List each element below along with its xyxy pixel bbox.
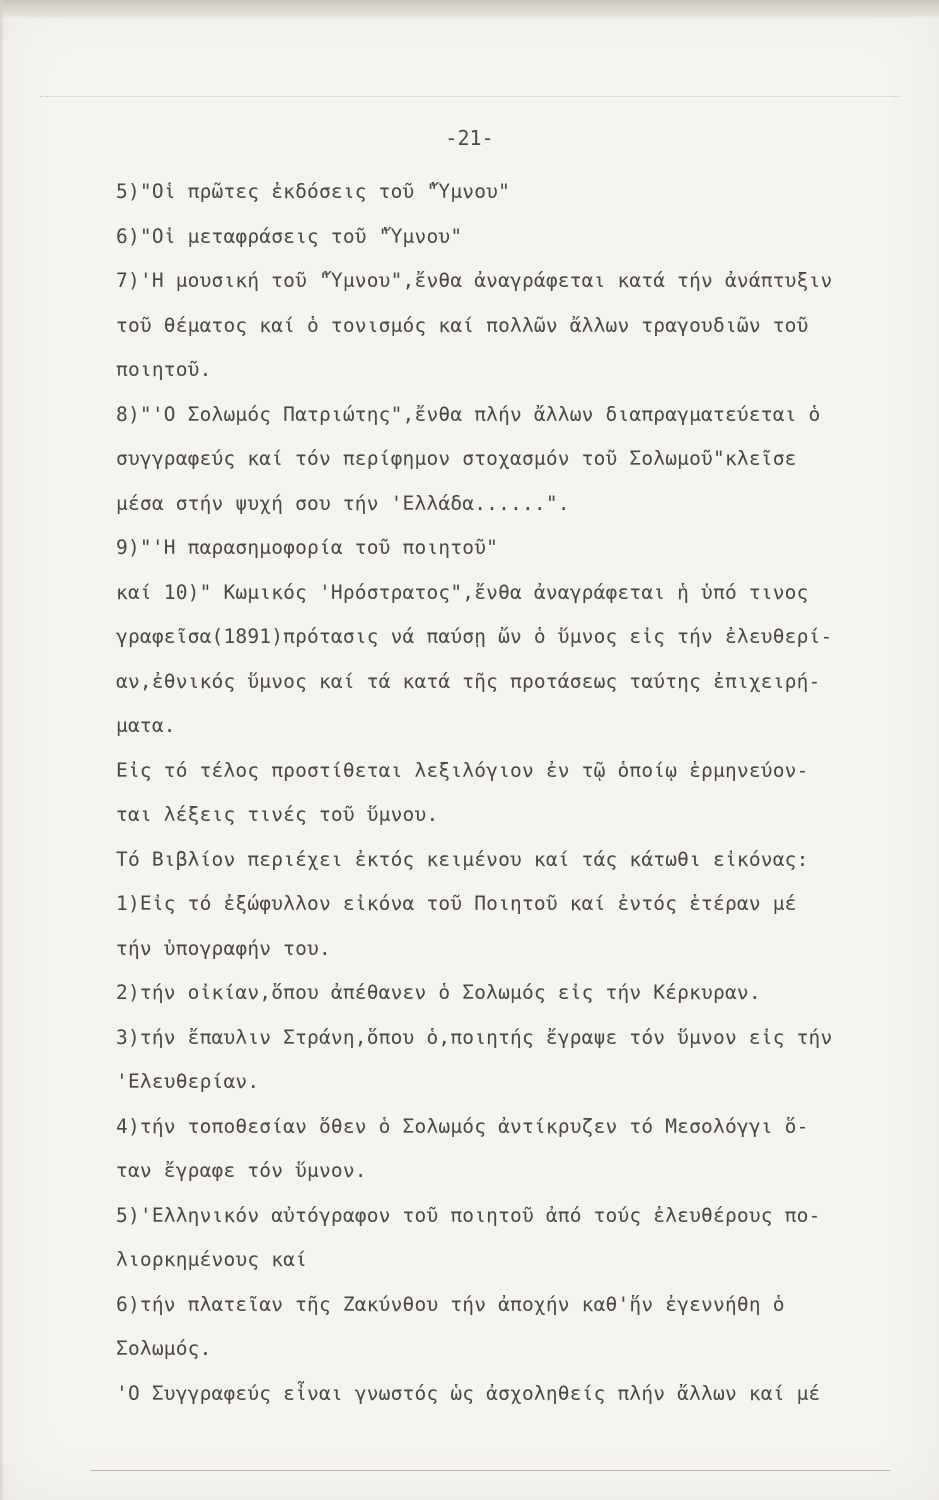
text-line: 9)"'Η παρασημοφορία τοῦ ποιητοῦ" [116, 536, 499, 559]
page-left-edge [0, 0, 4, 1500]
text-line: 'Ο Συγγραφεύς εἶναι γνωστός ὡς ἀσχοληθείς πλήν ἄλλων καί μέ [116, 1381, 821, 1405]
text-line: 6)"Οἱ μεταφράσεις τοῦ "Ὕμνου" [116, 224, 463, 248]
text-line: Εἰς τό τέλος προστίθεται λεξιλόγιον ἐν τῷ ὁποίῳ ἑρμηνεύον- [116, 758, 809, 782]
text-line: ταν ἔγραφε τόν ὕμνον. [116, 1159, 367, 1182]
top-dotted-rule [40, 96, 900, 97]
text-line: ματα. [116, 714, 176, 737]
text-line: 3)τήν ἔπαυλιν Στράνη,ὅπου ὁ,ποιητής ἔγραψε τόν ὕμνον εἰς τήν [116, 1025, 833, 1049]
text-line: τήν ὑπογραφήν του. [116, 936, 331, 960]
text-line: 1)Εἰς τό ἐξώφυλλον εἰκόνα τοῦ Ποιητοῦ καί ἐντός ἑτέραν μέ [116, 892, 797, 915]
page-number: -21- [445, 126, 494, 150]
page-top-edge [0, 0, 939, 18]
text-line: 6)τήν πλατεῖαν τῆς Ζακύνθου τήν ἀποχήν καθ'ἥν ἐγεννήθη ὁ [116, 1292, 785, 1316]
text-line: ται λέξεις τινές τοῦ ὕμνου. [116, 803, 439, 826]
text-line: 7)'Η μουσική τοῦ "Ὕμνου",ἔνθα ἀναγράφεται κατά τήν ἀνάπτυξιν [116, 269, 833, 292]
text-line: γραφεῖσα(1891)πρότασις νά παύσῃ ὤν ὁ ὕμνος εἰς τήν ἐλευθερί- [116, 625, 833, 648]
text-line: 5)"Οἱ πρῶτες ἐκδόσεις τοῦ "Ὕμνου" [116, 180, 511, 203]
text-line: 2)τήν οἰκίαν,ὅπου ἀπέθανεν ὁ Σολωμός εἰς τήν Κέρκυραν. [116, 981, 761, 1004]
text-line: 5)'Ελληνικόν αὐτόγραφον τοῦ ποιητοῦ ἀπό τούς ἐλευθέρους πο- [116, 1203, 821, 1227]
bottom-rule [90, 1470, 890, 1471]
text-line: αν,ἐθνικός ὕμνος καί τά κατά τῆς προτάσεως ταύτης ἐπιχειρή- [116, 669, 821, 693]
typewritten-body [116, 170, 916, 1416]
text-line: καί 10)" Κωμικός 'Ηρόστρατος",ἔνθα ἀναγράφεται ἡ ὑπό τινος [116, 580, 809, 604]
text-line: 4)τήν τοποθεσίαν ὅθεν ὁ Σολωμός ἀντίκρυζεν τό Μεσολόγγι ὅ- [116, 1114, 809, 1138]
text-line: λιορκημένους καί [116, 1248, 308, 1271]
text-line: μέσα στήν ψυχή σου τήν 'Ελλάδα......". [116, 491, 570, 515]
text-line: συγγραφεύς καί τόν περίφημον στοχασμόν τοῦ Σολωμοῦ"κλεῖσε [116, 447, 797, 470]
text-line: 8)"'Ο Σολωμός Πατριώτης",ἔνθα πλήν ἄλλων διαπραγματεύεται ὁ [116, 402, 821, 426]
text-line: 'Ελευθερίαν. [116, 1070, 260, 1093]
text-line: ποιητοῦ. [116, 358, 212, 381]
text-line: τοῦ θέματος καί ὁ τονισμός καί πολλῶν ἄλλων τραγουδιῶν τοῦ [116, 313, 809, 337]
text-line: Τό Βιβλίον περιέχει ἐκτός κειμένου καί τάς κάτωθι εἰκόνας: [116, 847, 809, 871]
text-line: Σολωμός. [116, 1337, 212, 1360]
